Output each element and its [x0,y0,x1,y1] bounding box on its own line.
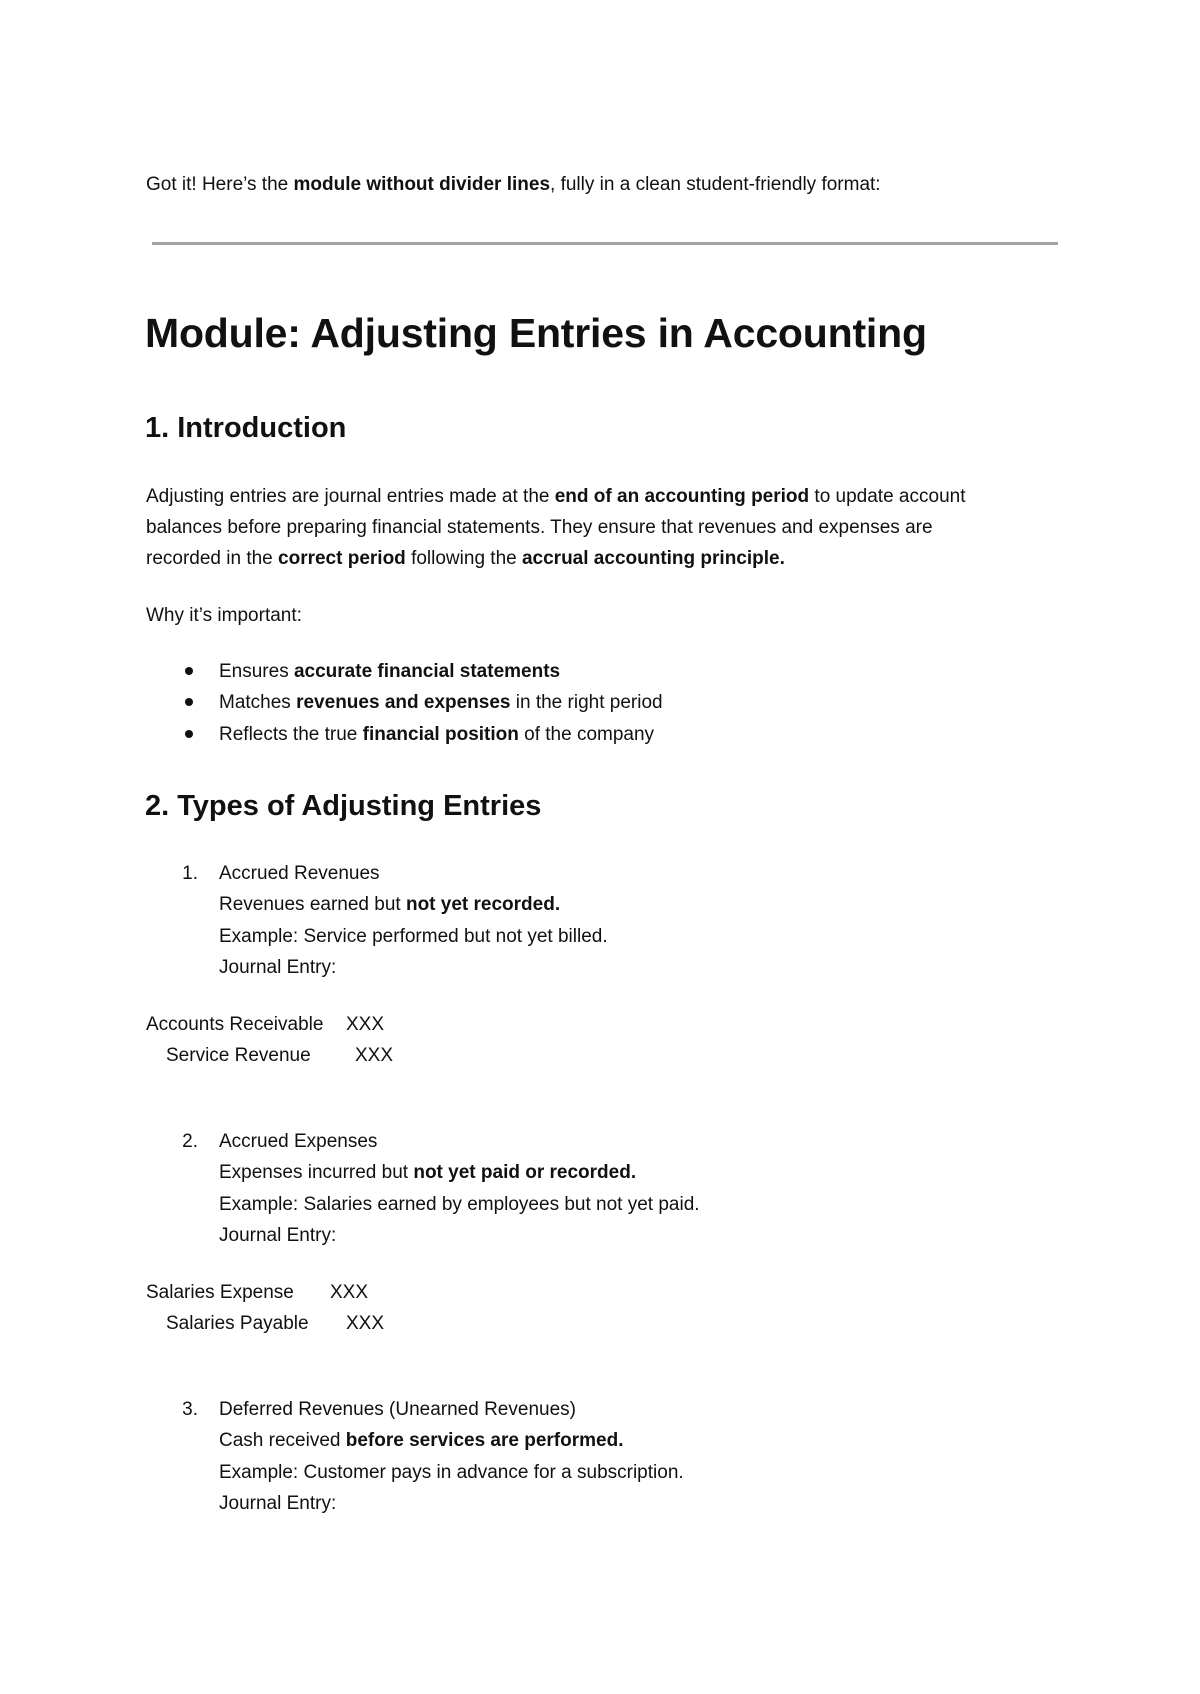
text-bold: accurate financial statements [293,661,561,682]
bullet-item [219,719,654,750]
je-account-credit: Service Revenue [166,1045,311,1066]
intro-para-line3 [146,543,785,574]
text-run: Cash received [219,1430,346,1451]
horizontal-rule [152,242,1058,245]
item-name: Accrued Expenses [219,1131,378,1152]
je-account-debit: Accounts Receivable [146,1014,324,1035]
bullet-dot [185,698,193,706]
text-bold: not yet paid or recorded. [413,1162,637,1183]
text-run: Ensures [219,661,294,682]
item-example: Example: Salaries earned by employees but not yet paid. [219,1194,700,1215]
je-amount: XXX [346,1014,385,1035]
text-bold: not yet recorded. [405,894,561,915]
list-number: 1. [182,863,198,884]
text-bold: before services are performed. [345,1430,624,1451]
text-run: Revenues earned but [219,894,406,915]
intro-suffix: , fully in a clean student-friendly format: [550,174,881,195]
text-bold: correct period [278,548,406,569]
text-run: recorded in the [146,548,279,569]
item-name: Deferred Revenues (Unearned Revenues) [219,1399,576,1420]
text-bold: financial position [362,724,519,745]
text-run: Adjusting entries are journal entries made at the [146,486,555,507]
bullet-dot [185,667,193,675]
text-bold: end of an accounting period [554,486,810,507]
item-example: Example: Service performed but not yet billed. [219,926,608,947]
why-important-label: Why it’s important: [146,605,302,626]
intro-para-line2: balances before preparing financial statements. They ensure that revenues and expenses are [146,517,933,538]
journal-entry-label: Journal Entry: [219,1225,337,1246]
text-run: Expenses incurred but [219,1162,414,1183]
item-description [219,889,560,920]
journal-entry-label: Journal Entry: [219,957,337,978]
text-run: Reflects the true [219,724,363,745]
je-account-credit: Salaries Payable [166,1313,309,1334]
text-run: following the [405,548,522,569]
intro-line [146,169,881,200]
item-example: Example: Customer pays in advance for a subscription. [219,1462,684,1483]
intro-prefix: Got it! Here’s the [146,174,294,195]
text-run: in the right period [510,692,663,713]
item-name: Accrued Revenues [219,863,380,884]
je-account-debit: Salaries Expense [146,1282,294,1303]
text-run: Matches [219,692,297,713]
text-bold: accrual accounting principle. [521,548,785,569]
text-run: of the company [518,724,655,745]
item-description [219,1425,623,1456]
intro-para-line1 [146,481,965,512]
list-number: 3. [182,1399,198,1420]
document-title: Module: Adjusting Entries in Accounting [145,310,927,356]
bullet-item [219,656,560,687]
bullet-item [219,687,663,718]
list-number: 2. [182,1131,198,1152]
je-amount: XXX [346,1313,385,1334]
bullet-dot [185,730,193,738]
item-description [219,1157,636,1188]
je-amount: XXX [330,1282,369,1303]
intro-bold: module without divider lines [293,174,551,195]
section2-heading: 2. Types of Adjusting Entries [145,790,542,822]
text-bold: revenues and expenses [296,692,511,713]
journal-entry-label: Journal Entry: [219,1493,337,1514]
text-run: to update account [809,486,966,507]
section1-heading: 1. Introduction [145,412,347,444]
je-amount: XXX [355,1045,394,1066]
